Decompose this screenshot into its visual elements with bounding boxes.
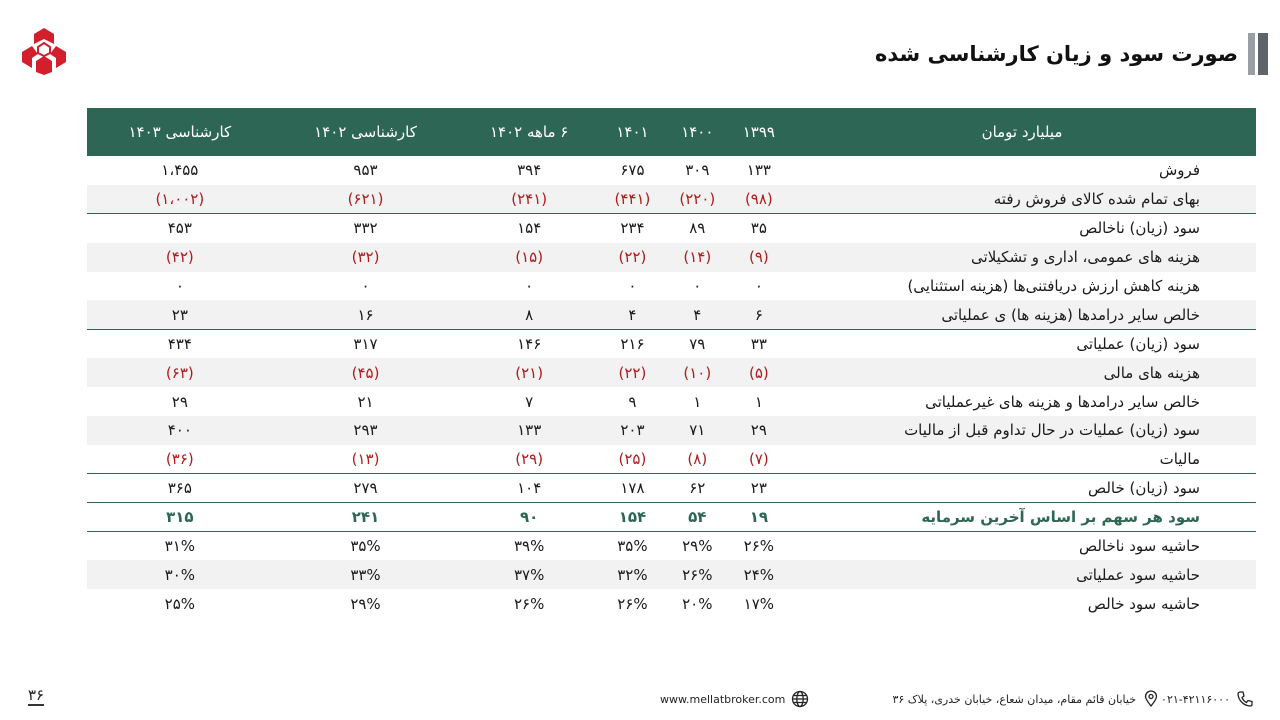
table-row (87, 503, 1256, 532)
phone-icon (1236, 690, 1254, 708)
globe-icon (791, 690, 809, 708)
column-header: ۱۳۹۹ (730, 108, 788, 156)
row-value: ۱۰۴ (458, 474, 600, 503)
row-value: ۳۱۵ (87, 503, 273, 532)
row-label: هزینه کاهش ارزش دریافتنی‌ها (هزینه استثنایی) (907, 277, 1200, 295)
row-value: ۳۱% (164, 537, 196, 556)
row-label: سود (زیان) خالص (788, 474, 1256, 503)
column-header: ۶ ماهه ۱۴۰۲ (458, 108, 600, 156)
row-value: (۲۱) (458, 358, 600, 387)
row-value: ۱۴۶ (458, 329, 600, 358)
row-value: ۹۵۳ (353, 161, 378, 180)
table-row (87, 560, 1256, 589)
row-value: ۴۰۰ (87, 416, 273, 445)
address-text: خیابان قائم مقام، میدان شعاع، خیابان خدری، پلاک ۳۶ (892, 692, 1136, 706)
row-value: ۲۹۳ (273, 416, 459, 445)
row-value: ۰ (628, 277, 637, 295)
website-text: www.mellatbroker.com (660, 692, 786, 706)
table-row (87, 329, 1256, 358)
row-value: ۶ (730, 300, 788, 329)
row-value: ۱۵۴ (600, 503, 665, 532)
row-value: ۱۷% (743, 594, 775, 613)
row-value: ۲۴% (730, 560, 788, 589)
row-value: (۹۸) (730, 185, 788, 214)
column-header: ۱۴۰۱ (600, 108, 665, 156)
row-label: سود هر سهم بر اساس آخرین سرمایه (788, 503, 1256, 532)
row-value: ۳۵% (350, 537, 381, 556)
row-value: ۲۳ (87, 300, 273, 329)
row-value: (۲۹) (515, 450, 544, 469)
income-statement-table (87, 108, 1256, 618)
row-value: ۲۶% (743, 537, 775, 556)
row-value: ۲۶% (665, 560, 730, 589)
table-row (87, 532, 1256, 561)
row-value: ۲۹% (350, 594, 381, 613)
row-value: ۲۹% (682, 537, 713, 556)
row-value: (۶۳) (87, 358, 273, 387)
row-label: فروش (1158, 161, 1200, 180)
row-value: ۱،۴۵۵ (161, 161, 199, 180)
column-header-unit: میلیارد تومان (788, 108, 1256, 156)
row-value: ۲۵% (164, 594, 196, 613)
column-header: کارشناسی ۱۴۰۳ (87, 108, 273, 156)
row-label: هزینه های عمومی، اداری و تشکیلاتی (788, 243, 1256, 272)
row-value: ۲۰۳ (600, 416, 665, 445)
row-value: (۳۶) (165, 450, 194, 469)
row-value: ۶۷۵ (620, 161, 645, 180)
row-value: ۳۰% (87, 560, 273, 589)
row-value: ۲۱۶ (600, 329, 665, 358)
row-value: (۶۲۱) (273, 185, 459, 214)
row-value: ۷ (525, 392, 534, 411)
row-value: ۲۶% (513, 594, 545, 613)
row-value: (۱۵) (458, 243, 600, 272)
row-value: ۲۹ (171, 392, 188, 411)
row-value: ۱۳۳ (746, 161, 771, 180)
row-value: ۸۹ (665, 214, 730, 243)
row-value: ۳۲% (600, 560, 665, 589)
row-value: (۲۵) (618, 450, 647, 469)
row-label: سود (زیان) عملیاتی (788, 329, 1256, 358)
row-value: ۲۱ (357, 392, 374, 411)
footer-website[interactable] (660, 690, 809, 708)
row-value: ۰ (693, 277, 702, 295)
row-label: بهای تمام شده کالای فروش رفته (788, 185, 1256, 214)
row-label: حاشیه سود خالص (1087, 594, 1200, 613)
row-value: (۲۲) (600, 358, 665, 387)
row-value: ۳۵% (617, 537, 648, 556)
row-value: ۱ (754, 392, 763, 411)
table-row (87, 185, 1256, 214)
row-value: ۰ (175, 277, 184, 295)
row-value: (۸) (687, 450, 708, 469)
row-value: ۹۰ (458, 503, 600, 532)
row-label: حاشیه سود عملیاتی (788, 560, 1256, 589)
row-value: ۳۳ (730, 329, 788, 358)
table-row (87, 589, 1256, 618)
table-row (87, 445, 1256, 474)
column-header: ۱۴۰۰ (665, 108, 730, 156)
row-value: (۱۳) (351, 450, 380, 469)
table-row (87, 156, 1256, 185)
row-value: ۰ (754, 277, 763, 295)
row-value: ۳۰۹ (685, 161, 710, 180)
table-row (87, 243, 1256, 272)
row-label: سود (زیان) عملیات در حال تداوم قبل از مالیات (788, 416, 1256, 445)
footer-phone (1161, 690, 1254, 708)
row-value: ۲۳ (730, 474, 788, 503)
row-value: (۲۴۱) (458, 185, 600, 214)
row-label: خالص سایر درامدها (هزینه ها) ی عملیاتی (788, 300, 1256, 329)
row-value: ۲۴۱ (273, 503, 459, 532)
table-row (87, 474, 1256, 503)
row-label: مالیات (1159, 450, 1200, 469)
row-value: ۱۹ (730, 503, 788, 532)
row-label: حاشیه سود ناخالص (1078, 537, 1200, 556)
row-value: ۷۱ (665, 416, 730, 445)
title-bar (875, 33, 1268, 75)
column-header: کارشناسی ۱۴۰۲ (273, 108, 459, 156)
row-value: ۳۱۷ (273, 329, 459, 358)
row-value: (۱،۰۰۲) (87, 185, 273, 214)
row-value: ۳۳۲ (273, 214, 459, 243)
table-row (87, 214, 1256, 243)
row-value: ۱۷۸ (600, 474, 665, 503)
row-value: (۷) (748, 450, 769, 469)
row-value: (۲۲۰) (665, 185, 730, 214)
table-row (87, 358, 1256, 387)
row-value: (۴۲) (87, 243, 273, 272)
row-value: ۸ (458, 300, 600, 329)
row-value: (۴۴۱) (600, 185, 665, 214)
page-title: صورت سود و زیان کارشناسی شده (874, 42, 1238, 66)
phone-text: ۰۲۱-۴۲۱۱۶۰۰۰ (1161, 692, 1230, 706)
table-row (87, 272, 1256, 301)
row-value: ۴۳۴ (87, 329, 273, 358)
row-value: ۲۰% (682, 594, 713, 613)
row-value: (۱۰) (665, 358, 730, 387)
row-label: هزینه های مالی (788, 358, 1256, 387)
row-value: ۱۳۳ (458, 416, 600, 445)
row-value: ۲۳۴ (600, 214, 665, 243)
row-value: ۱۵۴ (458, 214, 600, 243)
footer (0, 686, 1280, 712)
table-row (87, 300, 1256, 329)
footer-address (892, 690, 1160, 708)
row-value: ۲۶% (617, 594, 648, 613)
row-label: سود (زیان) ناخالص (788, 214, 1256, 243)
row-value: ۳۵ (730, 214, 788, 243)
row-value: ۳۶۵ (87, 474, 273, 503)
row-value: (۱۴) (665, 243, 730, 272)
location-pin-icon (1142, 690, 1160, 708)
row-value: ۲۷۹ (273, 474, 459, 503)
row-value: ۶۲ (665, 474, 730, 503)
row-value: ۱ (693, 392, 702, 411)
row-value: (۵) (730, 358, 788, 387)
row-value: (۹) (730, 243, 788, 272)
row-value: ۷۹ (665, 329, 730, 358)
table-header-row (87, 108, 1256, 156)
row-value: (۳۲) (273, 243, 459, 272)
row-label: خالص سایر درامدها و هزینه های غیرعملیاتی (925, 392, 1200, 411)
row-value: (۴۵) (273, 358, 459, 387)
row-value: ۴ (600, 300, 665, 329)
row-value: ۱۶ (273, 300, 459, 329)
row-value: ۳۹% (513, 537, 545, 556)
row-value: ۵۴ (665, 503, 730, 532)
row-value: ۰ (361, 277, 370, 295)
row-value: ۰ (525, 277, 534, 295)
table-row (87, 416, 1256, 445)
company-logo-icon (20, 26, 68, 76)
page-number: ۳۶ (28, 686, 45, 704)
row-value: ۳۳% (273, 560, 459, 589)
table-row (87, 387, 1256, 416)
row-value: ۴۵۳ (87, 214, 273, 243)
row-value: ۳۹۴ (517, 161, 542, 180)
table-body (87, 156, 1256, 618)
row-value: ۹ (628, 392, 637, 411)
row-value: ۲۹ (730, 416, 788, 445)
row-value: ۳۷% (458, 560, 600, 589)
title-accent-bar (1248, 33, 1268, 75)
row-value: (۲۲) (600, 243, 665, 272)
row-value: ۴ (665, 300, 730, 329)
